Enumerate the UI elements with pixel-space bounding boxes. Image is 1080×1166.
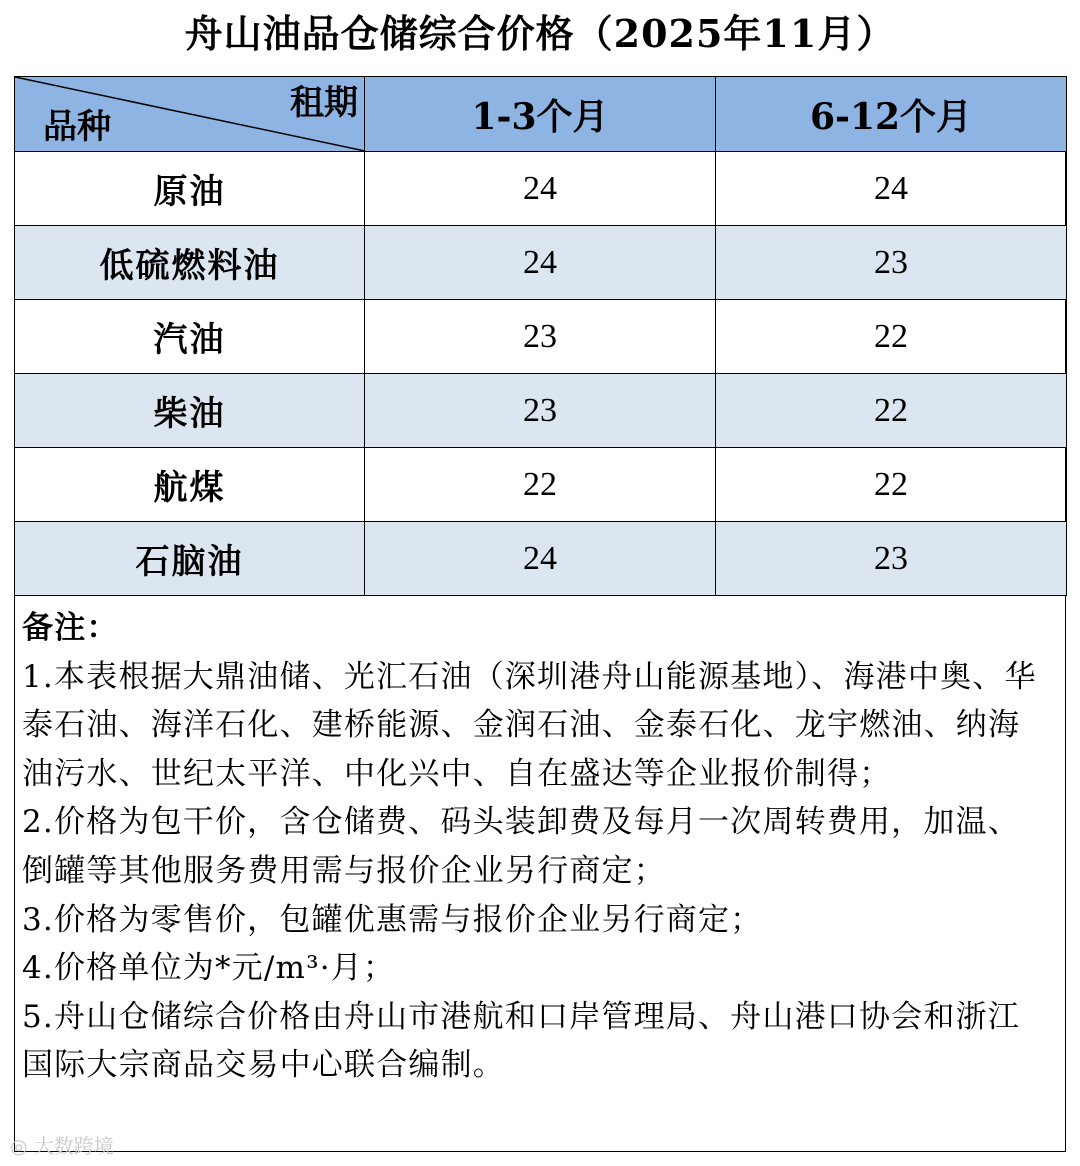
table-row <box>15 152 1067 226</box>
note-item-1: 1.本表根据大鼎油储、光汇石油（深圳港舟山能源基地）、海港中奥、华泰石油、海洋石化、建桥能源、金润石油、金泰石化、龙宇燃油、纳海油污水、世纪太平洋、中化兴中、自在盛达等企业报价制得； <box>22 658 1037 792</box>
row-price-long: 24 <box>716 152 1067 226</box>
notes-heading: 备注： <box>22 610 119 646</box>
table-row <box>15 522 1067 596</box>
note-item-4: 4.价格单位为*元/m³·月； <box>22 950 396 987</box>
row-price-short: 24 <box>365 226 716 300</box>
price-table <box>14 76 1067 596</box>
note-item-5: 5.舟山仓储综合价格由舟山市港航和口岸管理局、舟山港口协会和浙江国际大宗商品交易中心联合编制。 <box>22 998 1020 1084</box>
row-price-long: 23 <box>716 226 1067 300</box>
row-product-name: 低硫燃料油 <box>15 226 365 300</box>
table-row <box>15 374 1067 448</box>
header-product: 品种 <box>43 107 111 147</box>
note-item-3: 3.价格为零售价，包罐优惠需与报价企业另行商定； <box>22 901 763 938</box>
row-product-name: 航煤 <box>15 448 365 522</box>
row-product-name: 原油 <box>15 152 365 226</box>
page-title: 舟山油品仓储综合价格（2025年11月） <box>184 11 896 56</box>
column-header-1-3-months: 1-3个月 <box>365 77 716 152</box>
note-item-2: 2.价格为包干价，含仓储费、码头装卸费及每月一次周转费用，加温、倒罐等其他服务费用需与报价企业另行商定； <box>22 804 1020 889</box>
row-product-name: 汽油 <box>15 300 365 374</box>
row-price-long: 22 <box>716 374 1067 448</box>
row-price-long: 23 <box>716 522 1067 596</box>
watermark-text: 大数跨境 <box>33 1134 114 1158</box>
row-price-long: 22 <box>716 448 1067 522</box>
notes-section <box>22 604 1052 1090</box>
table-row <box>15 226 1067 300</box>
row-product-name: 柴油 <box>15 374 365 448</box>
header-lease-term: 租期 <box>290 83 358 123</box>
watermark <box>10 1130 114 1159</box>
column-header-6-12-months: 6-12个月 <box>716 77 1067 152</box>
watermark-logo-icon: ◎ <box>10 1134 34 1158</box>
row-price-short: 24 <box>365 152 716 226</box>
row-price-short: 22 <box>365 448 716 522</box>
row-price-short: 23 <box>365 374 716 448</box>
table-row <box>15 300 1067 374</box>
row-product-name: 石脑油 <box>15 522 365 596</box>
row-price-short: 24 <box>365 522 716 596</box>
table-row <box>15 448 1067 522</box>
row-price-long: 22 <box>716 300 1067 374</box>
row-price-short: 23 <box>365 300 716 374</box>
corner-header-cell <box>15 77 365 152</box>
table-header-row <box>15 77 1067 152</box>
